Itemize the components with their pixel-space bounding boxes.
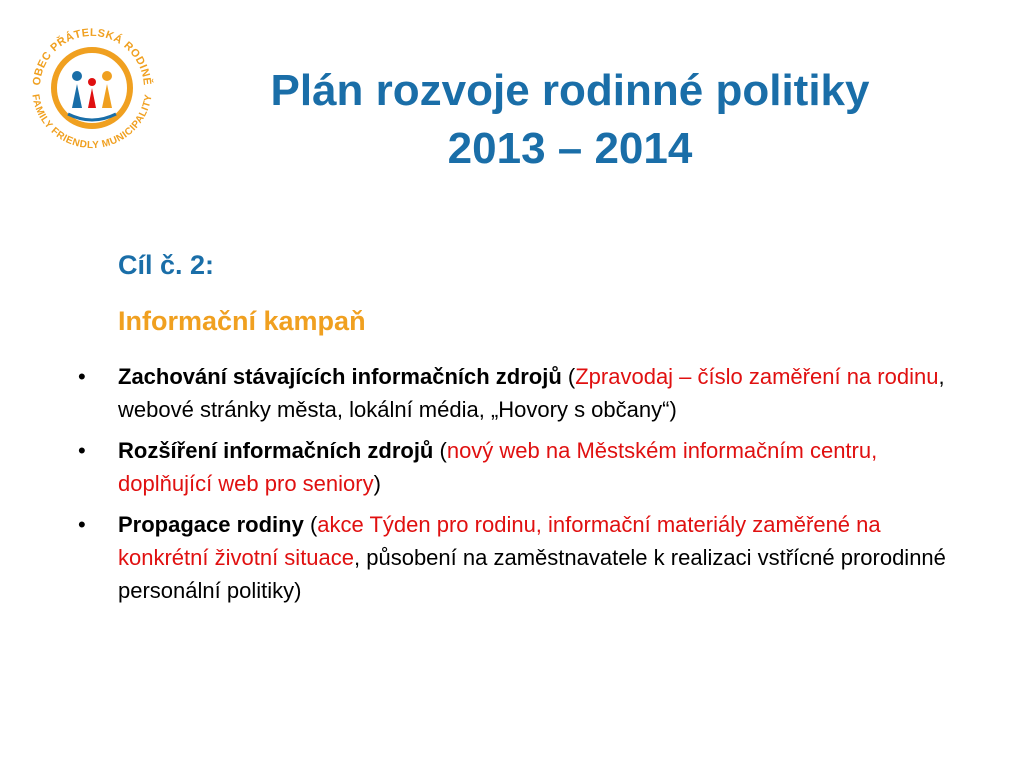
bullet-highlight: nový web na Městském informačním centru, doplňující web pro seniory [118,438,878,496]
bullet-item [70,434,970,500]
bullet-heading: Rozšíření informačních zdrojů [118,438,434,463]
bullet-paren-open: ( [303,512,318,537]
bullet-paren-open: ( [561,364,576,389]
bullet-highlight: Zpravodaj – číslo zaměření na rodinu [575,364,939,389]
goal-name: Informační kampaň [118,306,366,336]
bullet-heading: Zachování stávajících informačních zdrojů [118,364,562,389]
bullet-list [70,360,970,615]
goal-label: Cíl č. 2: [118,250,215,280]
bullet-text: , webové stránky města, lokální média, „Hovory s občany“) [118,364,945,422]
slide-title-line2: 2013 – 2014 [447,124,693,173]
bullet-marker: • [78,438,86,463]
bullet-text: , působení na zaměstnavatele k realizaci vstřícné prorodinné personální politiky) [118,545,946,603]
family-friendly-municipality-logo [22,18,162,158]
logo-text-top: OBEC PŘÁTELSKÁ RODINĚ [30,26,154,87]
bullet-item [70,508,970,607]
logo-text-bottom: FAMILY FRIENDLY MUNICIPALITY [29,93,155,152]
logo-emblem [22,18,162,158]
bullet-paren-open: ( [433,438,447,463]
slide-title-line1: Plán rozvoje rodinné politiky [270,66,870,115]
bullet-highlight: akce Týden pro rodinu, informační materiály zaměřené na konkrétní životní situace [118,512,881,570]
bullet-marker: • [78,364,86,389]
bullet-text: ) [373,471,381,496]
bullet-marker: • [78,512,86,537]
slide-title [150,62,990,178]
bullet-heading: Propagace rodiny [118,512,304,537]
bullet-item [70,360,970,426]
